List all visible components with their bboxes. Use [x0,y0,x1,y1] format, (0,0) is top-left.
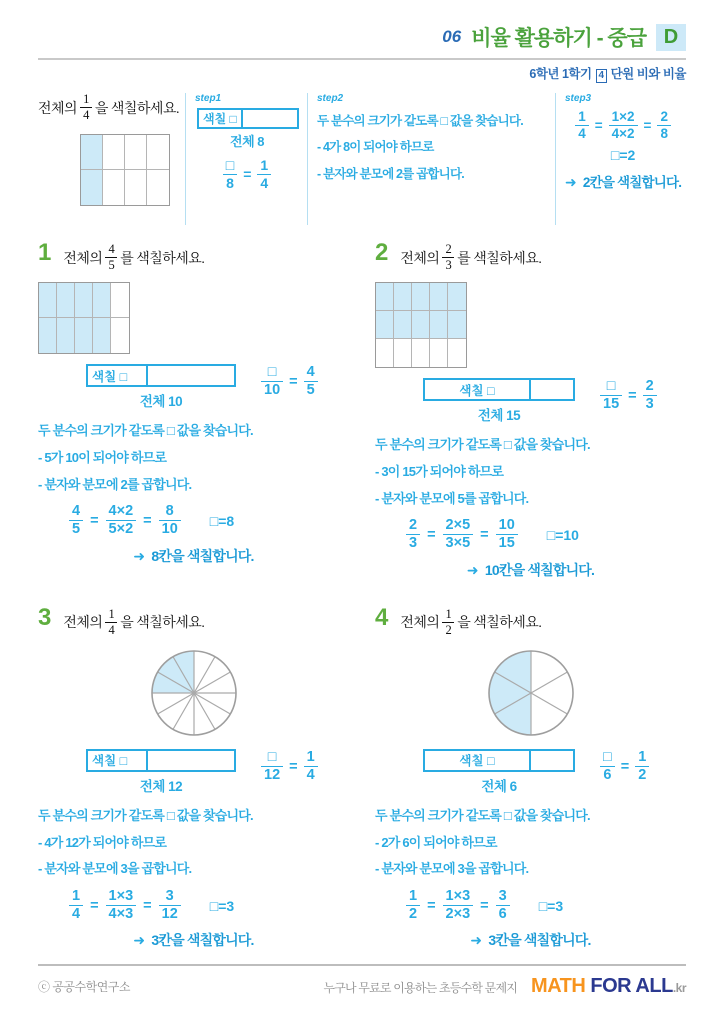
grid-cell [394,339,412,367]
equals-sign: = [594,118,603,134]
shade-count-box [197,108,299,129]
total-label: 전체 10 [139,394,183,410]
answer-row [86,749,349,795]
prompt-prefix: 전체의 [63,616,103,632]
conclusion-text: 10칸을 색칠합니다. [484,561,595,578]
grid-cell [412,283,430,311]
explanation-line: 두 분수의 크기가 같도록 □ 값을 찾습니다. [38,423,253,439]
tagline: 누구나 무료로 이용하는 초등수학 문제지 [323,981,518,995]
step3-label: step3 [565,93,592,104]
example-fraction-grid [80,134,170,206]
explanation-line: 두 분수의 크기가 같도록 □ 값을 찾습니다. [317,114,523,128]
equals-sign: = [427,526,436,543]
answer-blank [531,751,573,770]
fraction: $\frac{1\times 3}{4\times 3}$ [106,889,137,922]
shade-label: 색칠 □ [88,751,148,770]
grid-cell [376,283,394,311]
left-fraction: $\frac{□}{12}$ [261,750,283,783]
explanation-lines [38,803,349,883]
grid-cell [93,318,111,353]
grid-cell [75,283,93,318]
fraction-grid [38,282,130,354]
grid-cell [412,339,430,367]
work-equation [565,110,681,141]
grid-cell [57,283,75,318]
right-fraction: $\frac{1}{4}$ [257,158,271,190]
copyright: ⓒ 공공수학연구소 [38,980,130,994]
work-equation [403,889,686,922]
shade-count-box [86,749,236,772]
total-label: 전체 8 [230,134,264,149]
grid-cell [448,311,466,339]
problem-prompt [400,241,541,272]
conclusion-text: 3칸을 색칠합니다. [151,932,254,949]
explanation-line: - 분자와 분모에 2를 곱합니다. [38,476,192,492]
grid-cell [147,135,169,170]
box-value: □=3 [538,897,564,914]
fraction: $\frac{1}{4}$ [69,889,83,922]
grid-cell [412,311,430,339]
explanation-line: - 분자와 분모에 3을 곱합니다. [375,861,529,877]
example-step3 [555,93,687,225]
grid-cell [81,170,103,205]
fraction: $\frac{3}{6}$ [496,889,510,922]
explanation-line: 두 분수의 크기가 같도록 □ 값을 찾습니다. [375,807,590,823]
setup-equation [258,364,321,398]
total-label: 전체 6 [481,778,517,794]
problem-header [38,241,349,272]
conclusion-text: 3칸을 색칠합니다. [488,932,591,949]
example-step2 [307,93,555,225]
shade-label: 색칠 □ [199,110,243,127]
fraction: $\frac{1}{2}$ [406,889,420,922]
answer-row [423,378,686,424]
prompt-fraction: $\frac{2}{3}$ [442,243,454,272]
grid-cell [430,339,448,367]
worked-example [38,93,686,225]
equals-sign: = [90,897,99,914]
grid-cell [75,318,93,353]
conclusion [38,930,349,950]
equals-sign: = [620,758,630,775]
shade-label: 색칠 □ [88,366,148,385]
problem-1 [38,241,349,580]
left-fraction: $\frac{□}{8}$ [223,158,237,190]
answer-blank [243,110,297,127]
prompt-fraction: $\frac{1}{4}$ [105,608,117,637]
answer-box-wrap [423,749,575,795]
equals-sign: = [143,897,152,914]
explanation-lines [375,432,686,512]
grid-cell [125,135,147,170]
equals-sign: = [628,387,637,404]
grid-cell [430,311,448,339]
example-question [38,93,185,225]
equals-sign: = [243,166,252,183]
left-fraction: $\frac{□}{6}$ [600,750,615,783]
prompt-suffix: 을 색칠하세요. [457,616,542,632]
work-equation [66,504,349,537]
conclusion-text: 2칸을 색칠합니다. [582,175,682,191]
fraction: $\frac{3}{12}$ [159,889,181,922]
box-value: □=2 [610,147,636,164]
arrow-icon: ➜ [133,547,145,564]
answer-blank [148,366,234,385]
answer-blank [148,751,234,770]
prompt-prefix: 전체의 [63,251,103,267]
work-equation [403,518,686,551]
grid-cell [111,318,129,353]
prompt-fraction: $\frac{1}{4}$ [80,93,92,122]
grid-cell [394,283,412,311]
explanation-lines [317,108,549,187]
equals-sign: = [90,512,99,529]
prompt-suffix: 를 색칠하세요. [457,251,542,267]
fraction: $\frac{10}{15}$ [496,518,518,551]
step1-label: step1 [195,93,222,104]
box-value: □=10 [546,526,579,543]
prompt-prefix: 전체의 [400,616,440,632]
fraction: $\frac{2\times 5}{3\times 5}$ [443,518,474,551]
explanation-line: - 3이 15가 되어야 하므로 [375,463,504,479]
grid-cell [430,283,448,311]
grid-cell [147,170,169,205]
problem-number: 3 [38,603,52,631]
explanation-line: - 분자와 분모에 5를 곱합니다. [375,490,529,506]
total-label: 전체 12 [139,778,183,794]
conclusion-text: 8칸을 색칠합니다. [151,547,254,564]
problem-header [375,603,686,637]
box-value: □=3 [209,897,235,914]
explanation-line: - 분자와 분모에 2를 곱합니다. [317,166,464,181]
example-prompt [38,93,179,122]
page-title: 비율 활용하기 - 중급 [471,27,646,50]
grid-cell [93,283,111,318]
grid-cell [376,311,394,339]
equals-sign: = [289,373,298,390]
setup-equation [597,749,652,783]
answer-row [423,749,686,795]
header [38,22,686,52]
shade-label: 색칠 □ [425,751,531,770]
explanation-line: 두 분수의 크기가 같도록 □ 값을 찾습니다. [375,437,590,453]
grid-cell [57,318,75,353]
grid-cell [81,135,103,170]
prompt-suffix: 을 색칠하세요. [120,616,205,632]
prompt-fraction: $\frac{1}{2}$ [442,608,454,637]
left-fraction: $\frac{□}{15}$ [600,379,622,412]
shade-count-box [86,364,236,387]
shade-label: 색칠 □ [425,380,531,399]
fraction: $\frac{1\times 2}{4\times 2}$ [609,110,638,141]
unit-number-box: 4 [596,69,607,83]
explanation-line: - 4가 12가 되어야 하므로 [38,834,167,850]
problem-number: 4 [375,603,389,631]
problem-2 [375,241,686,580]
problem-header [375,241,686,272]
problem-header [38,603,349,637]
box-value: □=8 [209,512,235,529]
explanation-line: - 5가 10이 되어야 하므로 [38,449,167,465]
equals-sign: = [643,118,652,134]
step2-label: step2 [317,93,344,104]
arrow-icon: ➜ [466,561,478,578]
fraction: $\frac{8}{10}$ [159,504,181,537]
fraction-grid [375,282,467,368]
explanation-lines [375,803,686,883]
answer-box-wrap [423,378,575,424]
prompt-prefix: 전체의 [400,251,440,267]
left-fraction: $\frac{□}{10}$ [261,365,283,398]
prompt-fraction: $\frac{4}{5}$ [105,243,117,272]
problem-4 [375,603,686,951]
math-for-all-logo: MATH FOR ALL.kr [531,975,686,997]
answer-row [86,364,349,410]
setup-equation [597,378,660,412]
right-fraction: $\frac{4}{5}$ [304,365,318,398]
problem-3 [38,603,349,951]
work-equation [66,889,349,922]
shade-count-box [423,378,575,401]
grid-cell [125,170,147,205]
answer-box-wrap [86,749,236,795]
problem-number: 2 [375,239,389,266]
explanation-lines [38,418,349,498]
arrow-icon: ➜ [133,932,145,949]
lesson-number: 06 [442,27,462,46]
problem-prompt [63,606,204,637]
fraction: $\frac{2}{3}$ [406,518,420,551]
example-step1 [185,93,307,225]
explanation-line: - 4가 8이 되어야 하므로 [317,140,434,155]
grid-cell [448,339,466,367]
grid-cell [448,283,466,311]
subtitle-suffix: 단원 비와 비율 [610,67,686,81]
grid-cell [103,135,125,170]
explanation-line: - 2가 6이 되어야 하므로 [375,834,497,850]
circle-figure [485,647,577,739]
equals-sign: = [427,897,436,914]
total-label: 전체 15 [477,408,521,424]
conclusion [375,560,686,580]
conclusion [565,171,681,191]
conclusion [38,546,349,566]
grid-cell [111,283,129,318]
header-divider [38,58,686,60]
answer-box-wrap [86,364,236,410]
prompt-suffix: 을 색칠하세요. [94,101,179,117]
grid-cell [394,311,412,339]
fraction: $\frac{1}{4}$ [575,110,589,141]
conclusion [375,930,686,950]
arrow-icon: ➜ [565,174,576,191]
fraction: $\frac{2}{8}$ [657,110,671,141]
fraction-circle [375,647,686,739]
explanation-line: - 분자와 분모에 3을 곱합니다. [38,861,192,877]
fraction: $\frac{4}{5}$ [69,504,83,537]
footer [38,964,686,998]
equals-sign: = [480,897,489,914]
prompt-prefix: 전체의 [38,101,78,117]
setup-equation [258,749,321,783]
setup-equation [195,158,299,190]
level-badge: D [656,24,686,51]
equals-sign: = [143,512,152,529]
problem-prompt [63,241,204,272]
grid-cell [39,318,57,353]
fraction: $\frac{1\times 3}{2\times 3}$ [443,889,474,922]
circle-figure [148,647,240,739]
explanation-line: 두 분수의 크기가 같도록 □ 값을 찾습니다. [38,807,253,823]
prompt-suffix: 를 색칠하세요. [120,251,205,267]
fraction: $\frac{4\times 2}{5\times 2}$ [106,504,137,537]
grid-cell [103,170,125,205]
footer-divider [38,964,686,966]
grid-cell [39,283,57,318]
shade-count-box [423,749,575,772]
grid-cell [376,339,394,367]
problem-number: 1 [38,239,52,266]
right-fraction: $\frac{2}{3}$ [643,379,657,412]
right-fraction: $\frac{1}{2}$ [635,750,649,783]
header-subtitle [38,64,686,83]
problem-list [38,241,686,950]
right-fraction: $\frac{1}{4}$ [304,750,318,783]
equals-sign: = [289,758,298,775]
fraction-circle [38,647,349,739]
subtitle-prefix: 6학년 1학기 [529,67,592,81]
arrow-icon: ➜ [470,932,482,949]
problem-prompt [400,606,541,637]
answer-blank [531,380,573,399]
equals-sign: = [480,526,489,543]
